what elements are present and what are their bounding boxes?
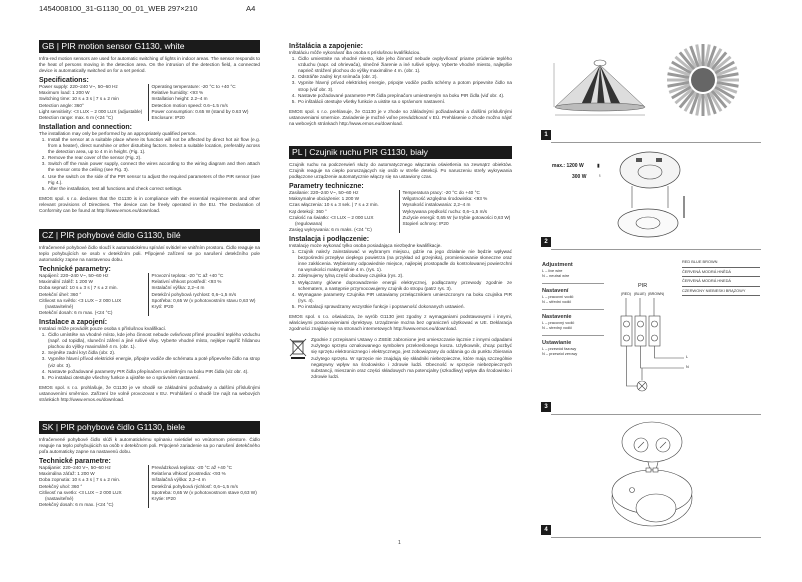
install-step: 1. Čidlo umístěte na vhodné místo, kde jeho činnost nebude ovlivňovat přímé proudění teplého vzduchu (např. od topidla), sluneční záření a jiné rušivé vlivy. Vyberte vhodné místo, nejlépe napříč hlídanou plochou do výšky maximálně 4 m. (obr. 1). bbox=[47, 332, 260, 350]
adjust-title: Ustawianie bbox=[542, 340, 572, 346]
spec-column bbox=[39, 273, 148, 316]
install-step: 3. Vypněte hlavní přívod elektrické energie, připojte vodiče dle schématu a poté připevněte čidlo na strop (viz obr. 3). bbox=[47, 356, 260, 368]
spec-item: Krytí: IP20 bbox=[151, 303, 174, 309]
weee-text: Zgodnie z przepisami Ustawy o ZSEiE zabronione jest umieszczanie łącznie z innymi odpadami zużytego sprzętu oznakowanego symbolem przekreślonego kosza. Użytkownik, chcąc pozbyć się sprzętu elektronicznego i elektrycznego, jest zobowiązany do oddania go do punktu zbierania zużytego sprzętu. W sprzęcie nie znajdują się składniki niebezpieczne, które mają szczególnie negatywny wpływ na środowisko i zdrowie ludzi. Obecność w sprzęcie niebezpiecznych substancji, mieszanin oraz części składowych ma potencjalny (szkodliwy) wpływ dla środowisko i zdrowie ludzi. bbox=[311, 337, 512, 379]
adjust-l: L – live wire bbox=[542, 268, 563, 273]
detection-side-view-figure bbox=[550, 55, 650, 120]
install-step: 5. Po inštalácii otestujte všetky funkcie a uistite sa o správnom nastavení. bbox=[297, 99, 512, 105]
declaration-text: EMOS spol. s r.o. declares that the G1130 is in compliance with the essential requirements and other relevant provisions of Directives. The device can be freely operated in the EU. The Declaration of Conformity can be found at http://www.emos.eu/download. bbox=[39, 195, 260, 213]
spec-item: Citlivost na světlo: <3 LUX – 2 000 LUX (nastavitelné) bbox=[39, 297, 122, 309]
install-step: 1. Čidlo umiestnite na vhodné miesto, kde jeho činnosť nebude ovplyvňovať priame prúdenie teplého vzduchu (napr. od ohrievača), slnečné žiarenie a iné rušivé vplyvy. Vyberte vhodné miesto, najlepšie naprieč strážení plochou do výšky maximálne 4 m. (obr. 1). bbox=[297, 56, 512, 74]
install-step: 4. Use the switch on the side of the PIR sensor to adjust the required parameters of the PIR sensor (see Fig 4.). bbox=[47, 174, 260, 186]
section-title: PL | Czujnik ruchu PIR G1130, biały bbox=[289, 146, 512, 159]
pir-label: PIR bbox=[638, 283, 648, 289]
wire-colors-pl: CZERWONY NIEBIESKI BRĄZOWY bbox=[682, 287, 760, 297]
spec-heading: Technické parametre: bbox=[39, 458, 111, 466]
spec-item: Detekční dosah: 6 m max. (<24 °C) bbox=[39, 309, 113, 315]
figure-number-2: 2 bbox=[541, 237, 551, 247]
install-step: 4. Wymagane parametry Czujnika PIR ustawiamy przełącznikiem umieszczonym na boku czujnika PIR (rys. 4). bbox=[297, 292, 512, 304]
spec-item: Detekčná pohybová rýchlosť: 0,6–1,5 m/s bbox=[151, 483, 238, 489]
install-step: 3. Vypnite hlavný prívod elektrickej energie, pripojte vodiče podľa schémy a potom pripevnite čidlo na strop (viď obr. 3). bbox=[297, 80, 512, 92]
spec-item: Stopień ochrony: IP20 bbox=[402, 220, 449, 226]
declaration-text: EMOS spol. s r.o. prohlašuje, že G1130 je ve shodě se základními požadavky a dalšími příslušnými ustanoveními směrnice. Zařízení lze volně provozovat v EU. Prohlášení o shodě lze najít na webových stránkách http://www.emos.eu/download. bbox=[39, 384, 260, 402]
crossed-bin-icon bbox=[289, 337, 311, 380]
divider bbox=[551, 414, 761, 415]
neutral-terminal-label: N bbox=[686, 365, 689, 369]
adjust-block-pl bbox=[542, 340, 604, 356]
spec-item: Doba zopnutia: 10 s ± 3 s | 7 s ± 2 min. bbox=[39, 477, 121, 483]
weee-notice bbox=[289, 337, 512, 380]
spec-item: Czułość na światło: <3 LUX – 2 000 LUX (regulowana) bbox=[289, 214, 374, 226]
install-step: 5. Po instalaci otestujte všechny funkce a ujistěte se o správném nastavení. bbox=[47, 375, 260, 381]
bulb-icon: ▮ bbox=[597, 163, 600, 169]
install-step: 5. After the installation, test all functions and check correct settings. bbox=[47, 186, 260, 192]
intro-text: Infračervené pohybové čidlo slouží k automatickému spínání svítidel ve vnitřním prostoru. Čidlo reaguje na teplo pohybujících se osob v detekčním poli. Připojené zařízení se po narušení detekčního pole automaticky zapne na nastavenou dobu. bbox=[39, 245, 260, 263]
wire-colors-gb: RED BLUE BROWN bbox=[682, 258, 760, 268]
install-step: 4. Nastavte požadované parametre PIR čidla prepínačom umiestneným na boku PIR čidla (viď obr. 4). bbox=[297, 93, 512, 99]
spec-table bbox=[39, 84, 260, 121]
led-bulb-icon: ♁ bbox=[598, 173, 602, 179]
spec-item: Citlivosť na svetlo: <3 LUX – 2 000 LUX (nastaviteľné) bbox=[39, 489, 122, 501]
adjust-block-cz bbox=[542, 288, 604, 310]
install-heading: Instalacja i podłączenie: bbox=[289, 235, 370, 243]
spec-column bbox=[289, 190, 399, 233]
section-gb bbox=[39, 40, 260, 214]
install-step: 1. Czujnik należy zainstalować w wybranym miejscu, gdzie na jego działanie nie będzie wpływać bezpośredni przepływ ciepłego powietrza (na przykład od grzejnika), promieniowanie słoneczne oraz inne zakłócenia. Wybieramy odpowiednie miejsce, najlepiej prostopadle do kontrolowanej powierzchni na wysokości maksymalnie 4 m. (rys. 1). bbox=[297, 249, 512, 273]
spec-item: Spotreba: 0,65 W (v pohotovostnom stave 0,63 W) bbox=[151, 489, 257, 495]
spec-item: Czas włączenia: 10 s ± 3 sek. | 7 s ± 2 min. bbox=[289, 202, 379, 208]
wire-brown-label: (BROWN) bbox=[648, 292, 665, 296]
divider bbox=[551, 249, 761, 250]
spec-item: Installation height: 2.2–4 m bbox=[151, 96, 208, 102]
spec-item: Detection angle: 360° bbox=[39, 102, 84, 108]
live-terminal-label: L bbox=[686, 355, 689, 359]
adjust-title: Adjustment bbox=[542, 262, 573, 268]
adjust-n: N – stredný vodič bbox=[542, 325, 573, 330]
wire-colors-sk: ČERVENÁ MODRÁ HNEDÁ bbox=[682, 277, 760, 287]
sensor-disassembly-figure bbox=[612, 148, 692, 240]
spec-table bbox=[39, 273, 260, 316]
install-steps bbox=[39, 137, 260, 192]
figure-number-4: 4 bbox=[541, 525, 551, 535]
paper-format: A4 bbox=[246, 4, 256, 13]
intro-text: Infra-red motion sensors are used for automatic switching of lights in indoor areas. The sensor responds to the heat of persons moving in the detection area. On the intrusion of the detection field, a connected device is automatically switched on for a set period. bbox=[39, 56, 260, 74]
install-intro: Inštaláciu môže vykonávať iba osoba s príslušnou kvalifikáciou. bbox=[289, 50, 421, 55]
spec-item: Provozní teplota: -20 °C až +40 °C bbox=[151, 273, 224, 279]
adjust-title: Nastavenie bbox=[542, 314, 572, 320]
divider bbox=[551, 142, 761, 143]
wire-colors-cz: ČERVENÁ MODRÁ HNĚDÁ bbox=[682, 268, 760, 278]
install-intro: The installation may only be performed by an appropriately qualified person. bbox=[39, 130, 197, 136]
intro-text: Infračervené pohybové čidlo slúži k automatickému spínaniu svietidiel vo vnútornom priestore. Čidlo reaguje na teplo pohybujúcich sa osôb v detekčnom poli. Pripojené zariadenie sa po narušení detekčného poľa automaticky zapne na nastavenú dobu. bbox=[39, 437, 260, 455]
spec-column bbox=[148, 273, 261, 316]
spec-item: Spotřeba: 0,65 W (v pohotovostním stavu 0,63 W) bbox=[151, 297, 256, 303]
spec-item: Kąt detekcji: 360 ° bbox=[289, 208, 327, 214]
spec-item: Napájení: 220–240 V~, 50–60 Hz bbox=[39, 273, 109, 279]
spec-item: Detekčný dosah: 6 m max. (<24 °C) bbox=[39, 501, 114, 507]
install-steps bbox=[289, 249, 512, 310]
spec-item: Power consumption: 0.65 W (stand by 0.63 W) bbox=[151, 108, 249, 114]
spec-item: Detekční pohybová rychlost: 0,6–1,5 m/s bbox=[151, 291, 237, 297]
section-title: GB | PIR motion sensor G1130, white bbox=[39, 40, 260, 53]
spec-item: Relative humidity: <93 % bbox=[151, 90, 204, 96]
wiring-diagram bbox=[618, 298, 688, 398]
install-step: 4. Nastavte požadované parametry PIR čidla přepínačem umístěným na boku PIR čidla (viz obr. 4). bbox=[47, 369, 260, 375]
spec-heading: Specifications: bbox=[39, 77, 89, 85]
section-sk bbox=[39, 421, 260, 508]
spec-item: Instalační výška: 2,2–4 m bbox=[151, 285, 205, 291]
section-cz bbox=[39, 229, 260, 403]
figure-number-1: 1 bbox=[541, 130, 551, 140]
wire-red-label: (RED) bbox=[621, 292, 631, 296]
section-title: CZ | PIR pohybové čidlo G1130, bílé bbox=[39, 229, 260, 242]
install-heading: Installation and connection: bbox=[39, 123, 132, 131]
spec-item: Power supply: 220–240 V~, 50–60 Hz bbox=[39, 84, 118, 90]
spec-item: Wykrywana prędkość ruchu: 0,6–1,5 m/s bbox=[402, 208, 488, 214]
spec-item: Krytie: IP20 bbox=[151, 495, 176, 501]
spec-item: Zużycie energii: 0,65 W (w trybie gotowości 0,63 W) bbox=[402, 214, 511, 220]
intro-text: Czujnik ruchu na podczerwień służy do automatycznego włączania oświetlenia na zewnątrz obiektów. Czujnik reaguje na ciepło poruszających się osób w strefie detekcji. Po naruszeniu strefy wykrywania podłączone urządzenie automatycznie włączy się na ustawiony czas. bbox=[289, 162, 512, 180]
spec-item: Light sensitivity: <3 LUX – 2 000 LUX (adjustable) bbox=[39, 108, 143, 114]
adjust-n: N – střední vodič bbox=[542, 299, 572, 304]
spec-item: Detection motion speed: 0.6–1.5 m/s bbox=[151, 102, 228, 108]
spec-item: Switching time: 10 s ± 3 s | 7 s ± 2 min bbox=[39, 96, 119, 102]
install-step: 2. Zdejmujemy tylną część obudowy czujnika (rys. 2). bbox=[297, 273, 512, 279]
install-step: 1. Install the sensor at a suitable place where its function will not be affected by direct hot air flow (e.g. from a heater), direct sunshine or other disturbing factors. Select a suitable location, preferably across the detection area, up to 4 m in height. (Fig. 1). bbox=[47, 137, 260, 155]
adjustment-legend bbox=[542, 262, 604, 356]
install-steps bbox=[289, 56, 512, 105]
spec-item: Temperatura pracy: -20 °C do +40 °C bbox=[402, 190, 480, 196]
install-step: 2. Sejměte zadní kryt čidla (obr. 2). bbox=[47, 350, 260, 356]
spec-column bbox=[148, 465, 261, 508]
adjust-block-gb bbox=[542, 262, 604, 284]
spec-item: Zasilanie: 220–240 V~, 50–60 Hz bbox=[289, 190, 359, 196]
spec-item: Detekčný uhol: 360 ° bbox=[39, 483, 83, 489]
spec-item: Maksymalne obciążenie: 1 200 W bbox=[289, 196, 360, 202]
adjust-l: L – przewód fazowy bbox=[542, 346, 577, 351]
spec-item: Inštalačná výška: 2,2–4 m bbox=[151, 477, 206, 483]
adjust-title: Nastavení bbox=[542, 288, 569, 294]
spec-item: Wysokość instalowania: 2,2–4 m bbox=[402, 202, 471, 208]
declaration-text: EMOS spol. s r.o. oświadcza, że wyrób G1130 jest zgodny z wymaganiami podstawowymi i innymi, właściwymi postanowieniami dyrektywy. Urządzenie można bez ograniczeń użytkować w UE. Deklaracja zgodności znajduje się na stronach internetowych http://www.emos.eu/download. bbox=[289, 313, 512, 332]
section-title: SK | PIR pohybové čidlo G1130, biele bbox=[39, 421, 260, 434]
install-heading: Instalace a zapojení: bbox=[39, 318, 108, 326]
spec-heading: Parametry techniczne: bbox=[289, 183, 364, 191]
spec-item: Zasięg wykrywania: 6 m maks. (<24 °C) bbox=[289, 226, 372, 232]
adjust-l: L – pracovný vodič bbox=[542, 320, 575, 325]
spec-item: Operating temperature: -20 °C to +40 °C bbox=[151, 84, 236, 90]
section-sk-continued bbox=[289, 40, 512, 127]
section-pl bbox=[289, 146, 512, 380]
page-number: 1 bbox=[398, 540, 401, 546]
spec-item: Enclosure: IP20 bbox=[151, 114, 185, 120]
adjust-n: N – przewód zerowy bbox=[542, 351, 578, 356]
spec-column bbox=[39, 84, 148, 121]
spec-column bbox=[399, 190, 513, 233]
adjust-n: N – neutral wire bbox=[542, 273, 570, 278]
spec-heading: Technické parametry: bbox=[39, 266, 111, 274]
spec-item: Maximum load: 1 200 W bbox=[39, 90, 90, 96]
max-load-label: max.: 1200 W bbox=[552, 163, 584, 169]
install-intro: Instalację może wykonać tylko osoba posiadająca niezbędne kwalifikacje. bbox=[289, 242, 442, 248]
install-heading: Inštalácia a zapojenie: bbox=[289, 43, 363, 50]
install-step: 2. Odstráňte zadný kryt snímača (obr. 2). bbox=[297, 74, 512, 80]
install-step: 2. Remove the rear cover of the sensor (Fig. 2). bbox=[47, 155, 260, 161]
wire-blue-label: (BLUE) bbox=[634, 292, 646, 296]
detection-top-view-figure bbox=[665, 42, 741, 118]
install-step: 3. Wyłączamy główne doprowadzenie energii elektrycznej, podłączamy przewody zgodnie ze schematem, a następnie przymocowujemy czujnik do stropu (patrz rys. 3). bbox=[297, 280, 512, 292]
spec-item: Maximální zátěž: 1 200 W bbox=[39, 279, 93, 285]
spec-item: Napájanie: 220–240 V~, 50–60 Hz bbox=[39, 465, 111, 471]
install-intro: Instalaci může provádět pouze osoba s příslušnou kvalifikací. bbox=[39, 325, 167, 331]
adjust-l: L – pracovní vodič bbox=[542, 294, 574, 299]
spec-column bbox=[148, 84, 261, 121]
spec-item: Detection range: max. 6 m (<24 °C) bbox=[39, 114, 113, 120]
spec-item: Doba sepnutí: 10 s ± 3 s | 7 s ± 2 min. bbox=[39, 285, 118, 291]
led-load-label: 300 W bbox=[572, 174, 587, 180]
spec-item: Relativní vlhkost prostředí: <93 % bbox=[151, 279, 222, 285]
install-step: 5. Po instalacji sprawdzamy wszystkie funkcje i poprawność dokonanych ustawień. bbox=[297, 304, 512, 310]
install-step: 3. Switch off the main power supply, connect the wires according to the wiring diagram and then attach the sensor onto the ceiling (see Fig. 3). bbox=[47, 161, 260, 173]
spec-item: Detekční úhel: 360 ° bbox=[39, 291, 82, 297]
spec-item: Maximálna záťaž: 1 200 W bbox=[39, 471, 95, 477]
wire-color-legend bbox=[682, 258, 760, 296]
adjust-block-sk bbox=[542, 314, 604, 336]
spec-item: Wilgotność względna środowiska: <93 % bbox=[402, 196, 488, 202]
spec-item: Prevádzková teplota: -20 °C až +40 °C bbox=[151, 465, 232, 471]
figure-number-3: 3 bbox=[541, 402, 551, 412]
sensor-adjustment-knobs-figure bbox=[608, 420, 698, 530]
declaration-text: EMOS spol. s r.o. prehlasuje, že G1130 je v zhode so základnými požiadavkami a ďalšími príslušnými ustanoveniami smernice. Zariadenie je možné voľne prevádzkovať v EÚ. Prehlásenie o zhode možno nájsť na webových stránkach http://www.emos.eu/download. bbox=[289, 108, 512, 127]
install-steps bbox=[39, 332, 260, 381]
document-code: 1454008100_31-G1130_00_01_WEB 297×210 bbox=[39, 4, 198, 13]
spec-column bbox=[39, 465, 148, 508]
divider bbox=[551, 537, 761, 538]
spec-table bbox=[39, 465, 260, 508]
spec-item: Relatívna vlhkosť prostredia: <93 % bbox=[151, 471, 226, 477]
spec-table bbox=[289, 190, 512, 233]
